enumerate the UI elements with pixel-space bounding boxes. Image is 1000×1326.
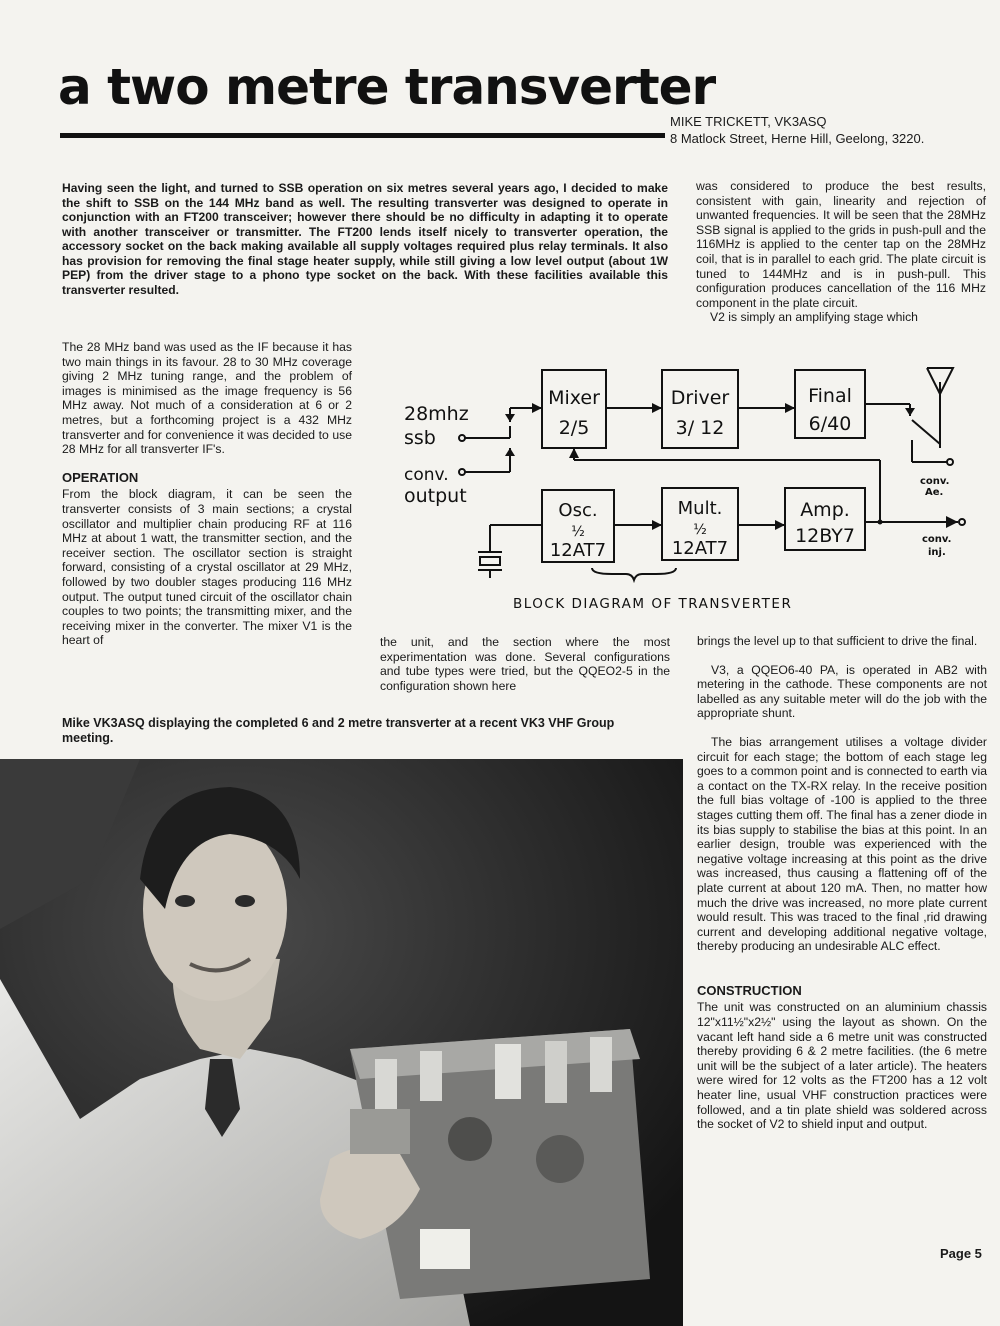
byline: [670, 113, 924, 147]
paragraph: The unit was constructed on an aluminium chassis 12"x11½"x2½" using the layout as shown. On the vacant left hand side a 6 metre unit was constructed thereby providing 6 & 2 metre facilities. (the 6 metre unit will be the subject of a later article). The heaters were wired for 12 volts as the FT200 has a 12 volt heater line, usual VHF construction practices were followed, and a tin plate shield was soldered across the socket of V2 to shield input and output.: [697, 1000, 987, 1132]
osc-tube: 12AT7: [549, 540, 607, 561]
amp-tube: 12BY7: [795, 525, 855, 547]
input-28mhz: 28mhz: [404, 403, 469, 425]
conv-ae-label-2: Ae.: [925, 487, 944, 498]
photo-icon: [0, 759, 683, 1326]
paragraph: V2 is simply an amplifying stage which: [710, 310, 918, 325]
construction-heading: CONSTRUCTION: [697, 982, 802, 998]
operation-heading: OPERATION: [62, 469, 139, 485]
address: 8 Matlock Street, Herne Hill, Geelong, 3220.: [670, 131, 925, 146]
conv-inj-label: conv.: [922, 534, 952, 545]
osc-label: Osc.: [558, 500, 598, 521]
conv-ae-label: conv.: [920, 476, 950, 487]
amp-label: Amp.: [800, 499, 850, 521]
paragraph: was considered to produce the best results, consistent with gain, linearity and rejection of unwanted frequencies. It will be seen that the 28MHz SSB signal is applied to the grids in push-pull and the 116MHz is applied to the center tap on the 28MHz coil, that is in parallel to each grid. The plate circuit is tuned to 144MHz and is in push-pull. This configuration produces cancellation of the 116 MHz component in the plate circuit.: [696, 179, 986, 310]
mult-half: ½: [693, 522, 707, 538]
column-right-top: [696, 179, 986, 325]
final-label: Final: [808, 385, 852, 407]
input-conv: conv.: [404, 465, 449, 485]
block-diagram: [370, 360, 990, 620]
paragraph: V3, a QQEO6-40 PA, is operated in AB2 with metering in the cathode. These components are not labelled as any suitable meter will do the job with the appropriate shunt.: [697, 662, 987, 721]
photo-caption: Mike VK3ASQ displaying the completed 6 and 2 metre transverter at a recent VK3 VHF Group meeting.: [62, 716, 615, 745]
mult-label: Mult.: [677, 498, 723, 519]
conv-inj-label-2: inj.: [928, 547, 946, 558]
driver-label: Driver: [670, 387, 730, 409]
intro-paragraph: Having seen the light, and turned to SSB operation on six metres several years ago, I decided to make the shift to SSB on the 144 MHz band as well. The resulting transverter was designed to operate in conjunction with an FT200 transceiver; however there should be no difficulty in adapting it to operate with another transceiver or transmitter. The FT200 lends itself nicely to transverter operation, the accessory socket on the back making available all supply voltages required plus relay terminals. It also has provision for removing the final stage heater supply, while still giving a low level output (about 1W PEP) from the driver stage to a phono type socket on the back. With these facilities available this transverter resulted.: [62, 181, 668, 297]
article-title: a two metre transverter: [58, 58, 716, 116]
paragraph: The 28 MHz band was used as the IF because it has two main things in its favour. 28 to 30 MHz coverage giving 2 MHz tuning range, and the problem of images is minimised as the image frequency is 56 MHz away. Not much of a consideration at 6 or 2 metres, but a forthcoming project is a 432 MHz transverter and for convenience it was decided to use 28 MHz for all transverter IF's.: [62, 340, 352, 457]
page-number: Page 5: [940, 1246, 982, 1261]
title-rule: [60, 133, 665, 138]
osc-half: ½: [571, 524, 585, 540]
paragraph: From the block diagram, it can be seen the transverter consists of 3 main sections; a crystal oscillator and multiplier chain producing RF at 116 MHz at about 1 watt, the transmitter section, and the receiver section. The oscillator section is straight forward, consisting of a crystal oscillator at 29 MHz, followed by two doubler stages producing 116 MHz output. The output tuned circuit of the oscillator chain couples to two points; the transmitting mixer, and the receiving mixer in the converter. The mixer V1 is the heart of: [62, 487, 352, 648]
driver-tube: 3/ 12: [675, 417, 725, 439]
diagram-title: BLOCK DIAGRAM OF TRANSVERTER: [513, 596, 793, 612]
input-output: output: [404, 485, 467, 507]
paragraph: brings the level up to that sufficient to drive the final.: [697, 634, 978, 648]
input-ssb: ssb: [404, 427, 436, 449]
photo-person-with-transverter-icon: [0, 759, 683, 1326]
paragraph: the unit, and the section where the most experimentation was done. Several configurations and tube types were tried, but the QQEO2-5 in the configuration shown here: [380, 635, 670, 693]
mixer-tube: 2/5: [558, 417, 590, 439]
mult-tube: 12AT7: [671, 538, 729, 559]
final-tube: 6/40: [808, 413, 852, 435]
column-middle: [380, 635, 670, 693]
column-left: [62, 340, 352, 648]
column-right: [697, 634, 987, 1132]
author: MIKE TRICKETT, VK3ASQ: [670, 114, 827, 129]
mixer-label: Mixer: [548, 387, 600, 409]
paragraph: The bias arrangement utilises a voltage divider circuit for each stage; the bottom of each stage leg goes to a common point and is connected to earth via a contact on the TX-RX relay. In the receive position the full bias voltage of -100 is applied to the three stages cutting them off. The final has a zener diode in its bias supply to stabilise the bias at this point. In an earlier design, trouble was experienced with the negative voltage increasing at this point as the drive was increased, thus causing a flattening off of the plate current at about 120 mA. Then, no matter how much the drive was increased, no more plate current would result. This was traced to the final ,rid drawing current and developing additional negative voltage, thereby producing an undesirable ALC effect.: [697, 734, 987, 954]
